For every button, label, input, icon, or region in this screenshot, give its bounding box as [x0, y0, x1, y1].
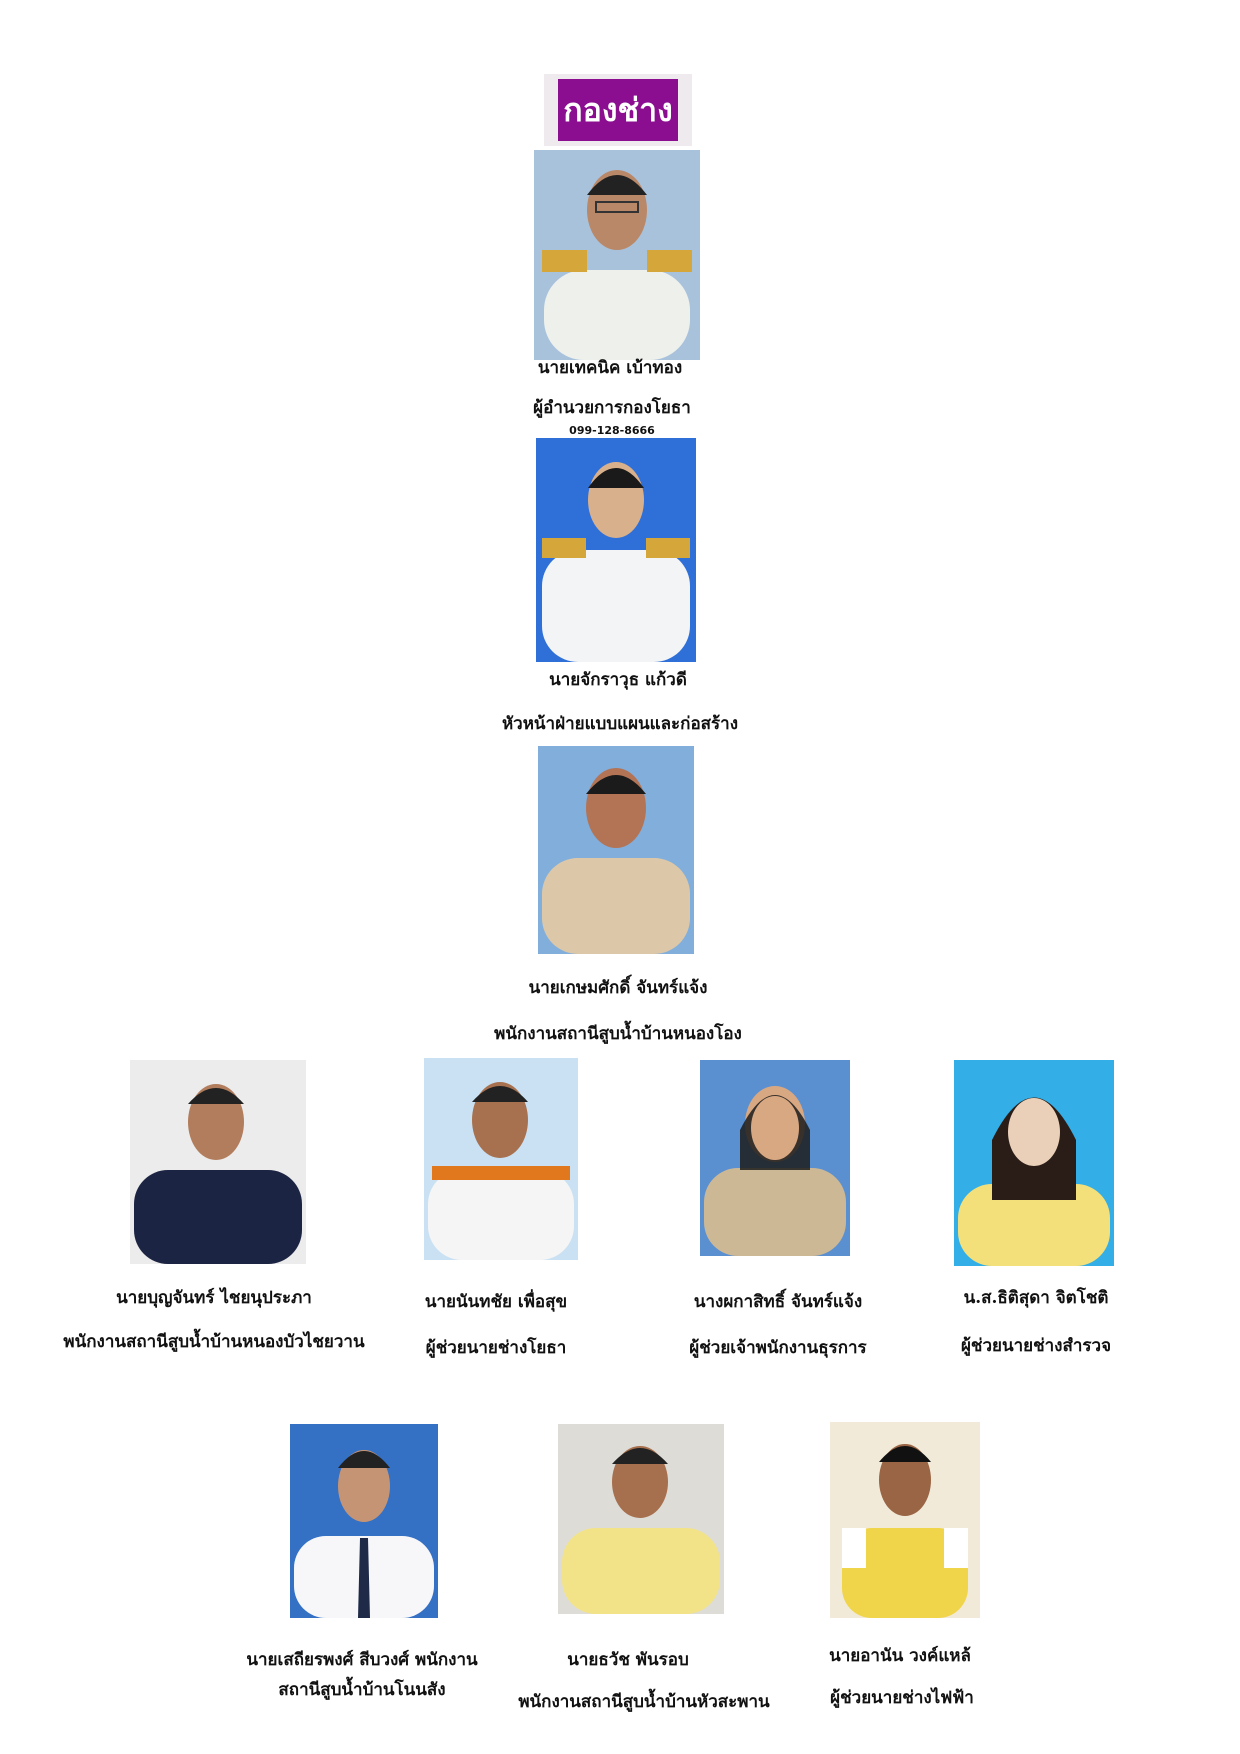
staff-photo	[830, 1422, 980, 1618]
staff-name: น.ส.ธิติสุดา จิตโชติ	[963, 1288, 1109, 1308]
director-name: นายเทคนิค เบ้าทอง	[537, 358, 683, 378]
department-title: กองช่าง	[558, 79, 678, 141]
head-photo	[536, 438, 696, 662]
level3-photo	[538, 746, 694, 954]
staff-name: นายบุญจันทร์ ไชยนุประภา	[116, 1288, 312, 1308]
director-photo	[534, 150, 700, 360]
staff-photo	[954, 1060, 1114, 1266]
staff-position: ผู้ช่วยนายช่างสำรวจ	[960, 1336, 1112, 1356]
staff-photo	[290, 1424, 438, 1618]
director-phone: 099-128-8666	[569, 424, 655, 437]
staff-position: สถานีสูบน้ำบ้านโนนสัง	[278, 1680, 446, 1700]
staff-photo	[130, 1060, 306, 1264]
staff-photo	[700, 1060, 850, 1256]
level3-name: นายเกษมศักดิ์ จันทร์แจ้ง	[528, 978, 708, 998]
staff-photo	[424, 1058, 578, 1260]
staff-position: พนักงานสถานีสูบน้ำบ้านหนองบัวไชยวาน	[63, 1332, 365, 1352]
director-position: ผู้อำนวยการกองโยธา	[533, 398, 691, 418]
head-name: นายจักราวุธ แก้วดี	[549, 670, 687, 690]
level3-position: พนักงานสถานีสูบน้ำบ้านหนองโอง	[494, 1024, 742, 1044]
head-position: หัวหน้าฝ่ายแบบแผนและก่อสร้าง	[501, 714, 739, 734]
staff-name: นายเสถียรพงศ์ สีบวงศ์ พนักงาน	[246, 1650, 478, 1670]
staff-position: ผู้ช่วยเจ้าพนักงานธุรการ	[689, 1338, 867, 1358]
department-title-box	[544, 74, 692, 146]
staff-name: นางผกาสิทธิ์ จันทร์แจ้ง	[693, 1292, 863, 1312]
staff-photo	[558, 1424, 724, 1614]
staff-name: นายนันทชัย เพื่อสุข	[424, 1292, 568, 1312]
staff-name: นายธวัช พันรอบ	[567, 1650, 689, 1670]
staff-position: ผู้ช่วยนายช่างโยธา	[425, 1338, 567, 1358]
staff-name: นายอานัน วงค์แหล้	[829, 1646, 971, 1666]
staff-position: พนักงานสถานีสูบน้ำบ้านหัวสะพาน	[518, 1692, 770, 1712]
staff-position: ผู้ช่วยนายช่างไฟฟ้า	[830, 1688, 974, 1708]
